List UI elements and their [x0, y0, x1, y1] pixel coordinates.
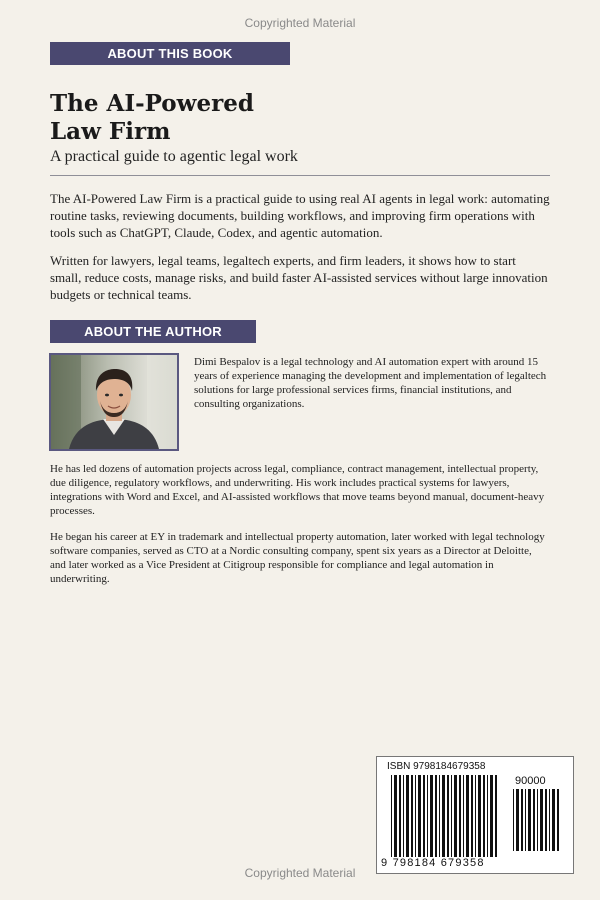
barcode-bar — [490, 775, 493, 857]
barcode-bar — [545, 789, 547, 851]
price-barcode-bars-icon — [513, 789, 561, 851]
barcode-bar — [525, 789, 526, 851]
barcode-bar — [447, 775, 449, 857]
barcode-bar — [557, 789, 559, 851]
barcode-bar — [521, 789, 523, 851]
barcode-bar — [435, 775, 437, 857]
barcode-bar — [540, 789, 543, 851]
author-bio: Dimi Bespalov is a legal technology and AI automation expert with around 15 years of experience managing the development and implementation of legaltech solutions for large professional services firms, financial institutions, and consulting organizations. — [194, 356, 547, 410]
barcode-bar — [471, 775, 473, 857]
price-code: 90000 — [515, 775, 546, 787]
barcode-bar — [478, 775, 481, 857]
barcode-bars-icon — [391, 775, 501, 857]
barcode-bar — [423, 775, 425, 857]
about-book-banner: ABOUT THIS BOOK — [50, 42, 290, 65]
barcode-bar — [459, 775, 461, 857]
isbn-barcode — [376, 756, 574, 874]
copyright-watermark-top: Copyrighted Material — [244, 16, 356, 30]
barcode-bar — [549, 789, 550, 851]
author-photo — [49, 353, 179, 451]
barcode-bar — [483, 775, 485, 857]
isbn-label: ISBN 9798184679358 — [387, 761, 486, 772]
barcode-bar — [475, 775, 476, 857]
barcode-bar — [466, 775, 469, 857]
book-description-2: Written for lawyers, legal teams, legaltech experts, and firm leaders, it shows how to start small, reduce costs, manage risks, and build faster AI-assisted services without large innovation budgets or technical teams. — [50, 253, 548, 302]
book-description-1: The AI-Powered Law Firm is a practical guide to using real AI agents in legal work: automating routine tasks, reviewing documents, building workflows, and improving firm operations with tools such as ChatGPT, Claude, Codex, and agentic automation. — [50, 191, 550, 240]
author-paragraph-1: He has led dozens of automation projects across legal, compliance, contract management, intellectual property, due diligence, regulatory workflows, and underwriting. His work includes practical systems for lawyers, integrations with Word and Excel, and AI-assisted workflows that move teams beyond manual, document-heavy processes. — [50, 463, 545, 517]
barcode-bar — [537, 789, 538, 851]
barcode-bar — [439, 775, 440, 857]
barcode-bar — [513, 789, 514, 851]
barcode-bar — [391, 775, 392, 857]
title-line-1: The AI-Powered — [50, 90, 254, 117]
barcode-bar — [454, 775, 457, 857]
barcode-bar — [406, 775, 409, 857]
about-author-banner: ABOUT THE AUTHOR — [50, 320, 256, 343]
barcode-bar — [516, 789, 519, 851]
barcode-bar — [487, 775, 488, 857]
author-paragraph-2: He began his career at EY in trademark and intellectual property automation, later worked with legal technology software companies, served as CTO at a Nordic consulting company, spent six years as a Director at Deloitte, and later worked as a Vice President at Citigroup responsible for compliance and legal automation in underwriting. — [50, 531, 545, 585]
barcode-bar — [403, 775, 404, 857]
barcode-bar — [533, 789, 535, 851]
barcode-bar — [427, 775, 428, 857]
copyright-watermark-bottom: Copyrighted Material — [244, 866, 356, 880]
barcode-bar — [528, 789, 531, 851]
barcode-bar — [418, 775, 421, 857]
barcode-bar — [430, 775, 433, 857]
barcode-bar — [415, 775, 416, 857]
barcode-bar — [442, 775, 445, 857]
barcode-number: 9 798184 679358 — [381, 857, 485, 869]
barcode-bar — [411, 775, 413, 857]
title-line-2: Law Firm — [50, 118, 171, 145]
barcode-bar — [399, 775, 401, 857]
barcode-bar — [495, 775, 497, 857]
barcode-bar — [394, 775, 397, 857]
barcode-bar — [552, 789, 555, 851]
book-subtitle: A practical guide to agentic legal work — [50, 148, 298, 165]
book-title — [50, 90, 530, 146]
barcode-bar — [463, 775, 464, 857]
barcode-bar — [451, 775, 452, 857]
author-portrait-icon — [51, 355, 177, 449]
divider — [50, 175, 550, 176]
